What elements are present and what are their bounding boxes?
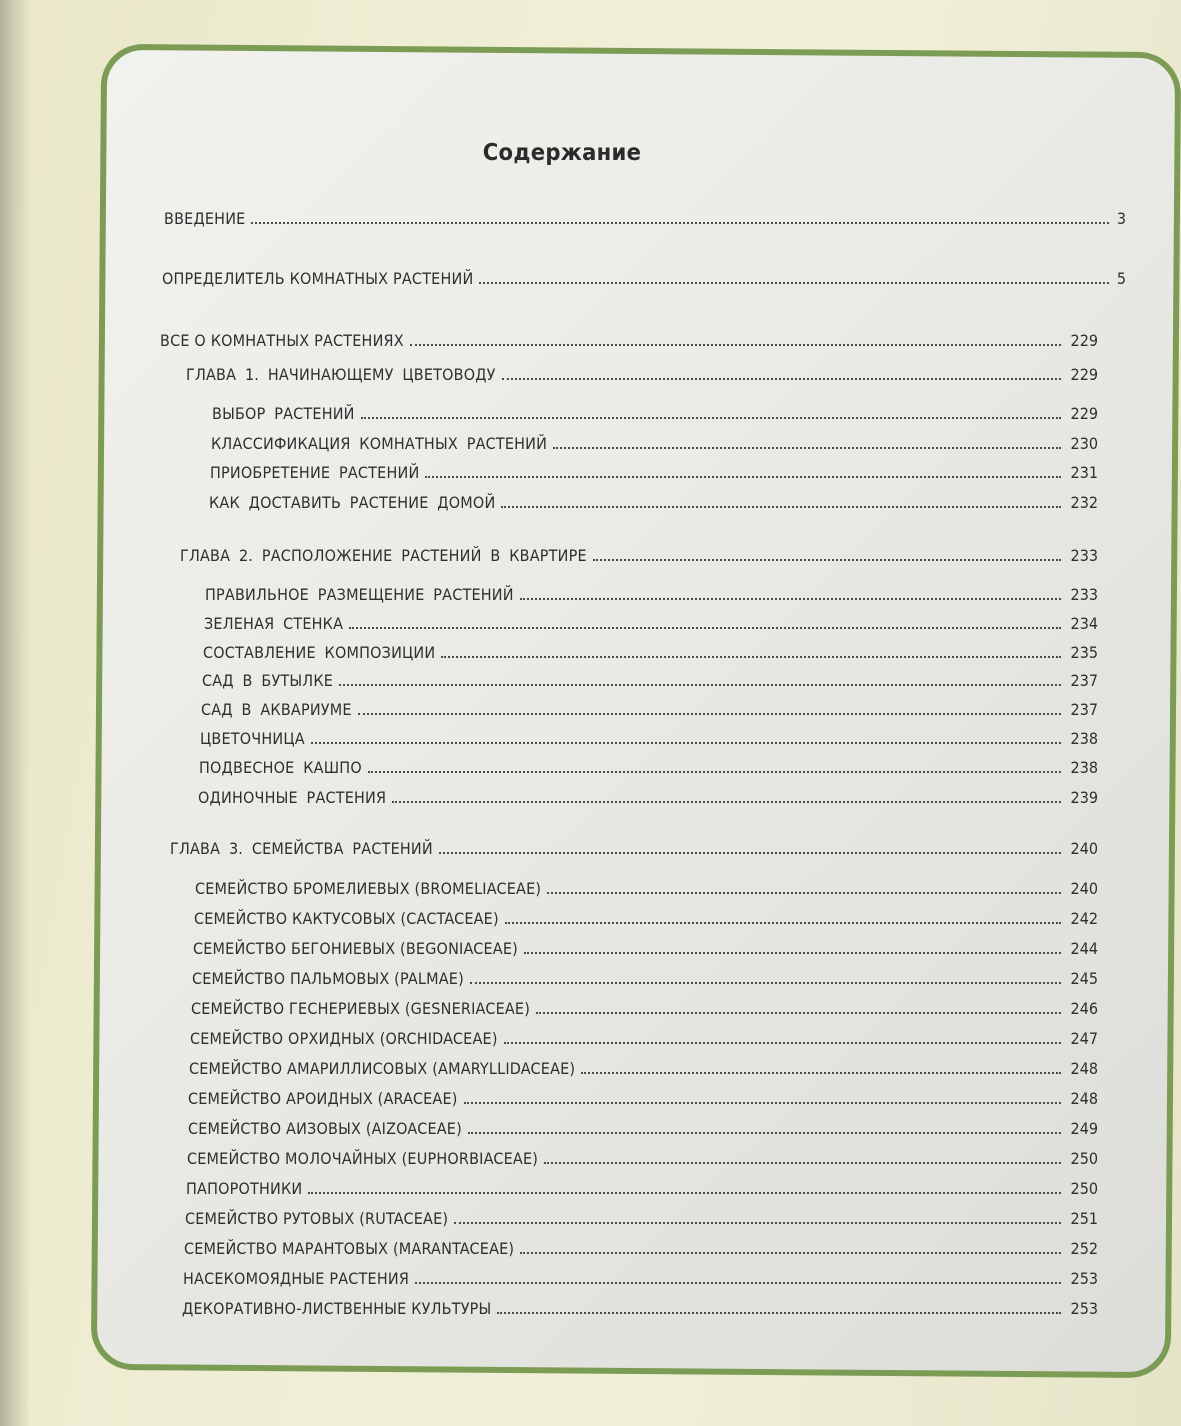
toc-entry-page: 230 (1070, 434, 1098, 453)
dot-leader (311, 742, 1061, 744)
dot-leader (479, 282, 1109, 284)
toc-entry-label: ЗЕЛЕНАЯ СТЕНКА (204, 614, 344, 633)
dot-leader (439, 852, 1061, 854)
toc-entry (199, 755, 1098, 777)
dot-leader (464, 1102, 1061, 1104)
dot-leader (308, 1192, 1061, 1194)
toc-entry-label: ПРАВИЛЬНОЕ РАЗМЕЩЕНИЕ РАСТЕНИЙ (205, 585, 514, 604)
dot-leader (358, 713, 1061, 715)
toc-entry-label: ГЛАВА 1. НАЧИНАЮЩЕМУ ЦВЕТОВОДУ (186, 365, 496, 384)
toc-entry (183, 1266, 1098, 1288)
dot-leader (368, 771, 1061, 773)
toc-entry-label: ГЛАВА 2. РАСПОЛОЖЕНИЕ РАСТЕНИЙ В КВАРТИРЕ (180, 546, 587, 565)
toc-entry-label: САД В АКВАРИУМЕ (201, 700, 352, 719)
dot-leader (505, 922, 1061, 924)
toc-entry-label: ПАПОРОТНИКИ (186, 1179, 303, 1198)
page-title: Содержание (482, 140, 642, 166)
toc-entry (204, 611, 1098, 633)
toc-entry-label: ОПРЕДЕЛИТЕЛЬ КОМНАТНЫХ РАСТЕНИЙ (162, 269, 474, 288)
toc-entry (210, 460, 1098, 482)
dot-leader (441, 656, 1061, 658)
toc-entry-all-about-plants (160, 328, 1098, 350)
toc-entry-page: 232 (1070, 493, 1098, 512)
toc-chapter-3 (170, 836, 1098, 858)
toc-entry (188, 1086, 1098, 1108)
toc-entry (186, 1176, 1098, 1198)
toc-entry-label: СЕМЕЙСТВО БЕГОНИЕВЫХ (BEGONIACEAE) (193, 939, 518, 958)
toc-entry (211, 431, 1098, 453)
toc-entry-page: 253 (1070, 1299, 1098, 1318)
toc-entry-label: СЕМЕЙСТВО БРОМЕЛИЕВЫХ (BROMELIACEAE) (195, 879, 542, 898)
dot-leader (520, 598, 1061, 600)
toc-entry-page: 239 (1070, 788, 1098, 807)
toc-entry-page: 237 (1070, 671, 1098, 690)
toc-entry-label: СЕМЕЙСТВО ГЕСНЕРИЕВЫХ (GESNERIACEAE) (191, 999, 531, 1018)
toc-entry-label: ДЕКОРАТИВНО-ЛИСТВЕННЫЕ КУЛЬТУРЫ (182, 1299, 492, 1318)
toc-entry (188, 1116, 1098, 1138)
toc-chapter-2 (180, 543, 1098, 565)
dot-leader (497, 1312, 1061, 1314)
toc-entry-page: 245 (1070, 969, 1098, 988)
dot-leader (536, 1012, 1061, 1014)
toc-entry-label: ВСЕ О КОМНАТНЫХ РАСТЕНИЯХ (160, 331, 404, 350)
toc-entry (209, 490, 1098, 512)
toc-entry-page: 238 (1070, 729, 1098, 748)
toc-entry-page: 233 (1070, 585, 1098, 604)
dot-leader (468, 1132, 1061, 1134)
toc-entry-page: 250 (1070, 1179, 1098, 1198)
toc-entry-label: СЕМЕЙСТВО ПАЛЬМОВЫХ (PALMAE) (192, 969, 464, 988)
toc-entry-label: САД В БУТЫЛКЕ (202, 671, 334, 690)
toc-entry (184, 1236, 1098, 1258)
dot-leader (415, 1282, 1061, 1284)
dot-leader (339, 684, 1061, 686)
toc-entry-page: 250 (1070, 1149, 1098, 1168)
toc-entry-label: ПРИОБРЕТЕНИЕ РАСТЕНИЙ (210, 463, 420, 482)
dot-leader (454, 1222, 1061, 1224)
toc-entry-page: 253 (1070, 1269, 1098, 1288)
toc-entry-label: ОДИНОЧНЫЕ РАСТЕНИЯ (198, 788, 387, 807)
toc-entry-label: СЕМЕЙСТВО ОРХИДНЫХ (ORCHIDACEAE) (190, 1029, 498, 1048)
toc-entry-label: СЕМЕЙСТВО КАКТУСОВЫХ (CACTACEAE) (194, 909, 499, 928)
toc-entry-label: ЦВЕТОЧНИЦА (200, 729, 305, 748)
toc-entry-page: 240 (1070, 879, 1098, 898)
dot-leader (361, 417, 1061, 419)
toc-entry-page: 248 (1070, 1059, 1098, 1078)
toc-entry (195, 876, 1098, 898)
dot-leader (520, 1252, 1061, 1254)
toc-entry-label: ГЛАВА 3. СЕМЕЙСТВА РАСТЕНИЙ (170, 839, 433, 858)
toc-entry-page: 249 (1070, 1119, 1098, 1138)
toc-entry (212, 401, 1098, 423)
toc-entry-label: КЛАССИФИКАЦИЯ КОМНАТНЫХ РАСТЕНИЙ (211, 434, 548, 453)
dot-leader (553, 447, 1061, 449)
toc-entry (185, 1206, 1098, 1228)
toc-entry (193, 936, 1098, 958)
toc-entry-page: 237 (1070, 700, 1098, 719)
toc-entry-page: 248 (1070, 1089, 1098, 1108)
dot-leader (593, 559, 1061, 561)
toc-entry-label: СЕМЕЙСТВО АРОИДНЫХ (ARACEAE) (188, 1089, 458, 1108)
toc-entry (189, 1056, 1098, 1078)
toc-entry (203, 640, 1098, 662)
toc-entry-page: 3 (1116, 209, 1126, 228)
toc-entry-label: ВВЕДЕНИЕ (164, 209, 246, 228)
toc-entry-introduction (164, 206, 1126, 228)
toc-entry-page: 229 (1070, 365, 1098, 384)
toc-entry (201, 697, 1098, 719)
dot-leader (425, 476, 1061, 478)
toc-entry-page: 231 (1070, 463, 1098, 482)
toc-entry-identifier (162, 266, 1126, 288)
toc-entry-page: 233 (1070, 546, 1098, 565)
toc-entry-page: 229 (1070, 404, 1098, 423)
toc-entry-page: 246 (1070, 999, 1098, 1018)
toc-entry (200, 726, 1098, 748)
toc-entry (191, 996, 1098, 1018)
toc-entry-label: ПОДВЕСНОЕ КАШПО (199, 758, 362, 777)
toc-chapter-1 (186, 362, 1098, 384)
dot-leader (502, 378, 1061, 380)
dot-leader (470, 982, 1061, 984)
dot-leader (410, 344, 1061, 346)
dot-leader (504, 1042, 1061, 1044)
toc-entry-label: НАСЕКОМОЯДНЫЕ РАСТЕНИЯ (183, 1269, 410, 1288)
toc-entry-page: 252 (1070, 1239, 1098, 1258)
toc-entry-page: 238 (1070, 758, 1098, 777)
toc-entry-page: 229 (1070, 331, 1098, 350)
toc-entry-page: 242 (1070, 909, 1098, 928)
toc-entry-page: 247 (1070, 1029, 1098, 1048)
toc-entry (202, 668, 1098, 690)
toc-entry (190, 1026, 1098, 1048)
toc-entry (205, 582, 1098, 604)
toc-entry-label: СЕМЕЙСТВО МАРАНТОВЫХ (MARANTACEAE) (184, 1239, 515, 1258)
toc-entry-page: 240 (1070, 839, 1098, 858)
toc-entry-label: СЕМЕЙСТВО МОЛОЧАЙНЫХ (EUPHORBIACEAE) (187, 1149, 539, 1168)
toc-entry (182, 1296, 1098, 1318)
toc-entry (192, 966, 1098, 988)
dot-leader (251, 222, 1109, 224)
toc-entry-label: СОСТАВЛЕНИЕ КОМПОЗИЦИИ (203, 643, 436, 662)
dot-leader (544, 1162, 1061, 1164)
dot-leader (501, 506, 1061, 508)
toc-entry (187, 1146, 1098, 1168)
toc-entry-label: СЕМЕЙСТВО АМАРИЛЛИСОВЫХ (AMARYLLIDACEAE) (189, 1059, 576, 1078)
dot-leader (581, 1072, 1061, 1074)
dot-leader (524, 952, 1061, 954)
toc-entry-page: 235 (1070, 643, 1098, 662)
toc-entry-label: ВЫБОР РАСТЕНИЙ (212, 404, 355, 423)
toc-entry-page: 5 (1116, 269, 1126, 288)
toc-entry-page: 234 (1070, 614, 1098, 633)
toc-entry-label: СЕМЕЙСТВО РУТОВЫХ (RUTACEAE) (185, 1209, 449, 1228)
dot-leader (392, 801, 1061, 803)
toc-entry-page: 251 (1070, 1209, 1098, 1228)
toc-entry-page: 244 (1070, 939, 1098, 958)
page-edge-shadow (0, 0, 30, 1426)
dot-leader (547, 892, 1061, 894)
toc-entry-label: КАК ДОСТАВИТЬ РАСТЕНИЕ ДОМОЙ (209, 493, 496, 512)
dot-leader (349, 627, 1061, 629)
toc-entry-label: СЕМЕЙСТВО АИЗОВЫХ (AIZOACEAE) (188, 1119, 462, 1138)
toc-entry (194, 906, 1098, 928)
toc-entry (198, 785, 1098, 807)
